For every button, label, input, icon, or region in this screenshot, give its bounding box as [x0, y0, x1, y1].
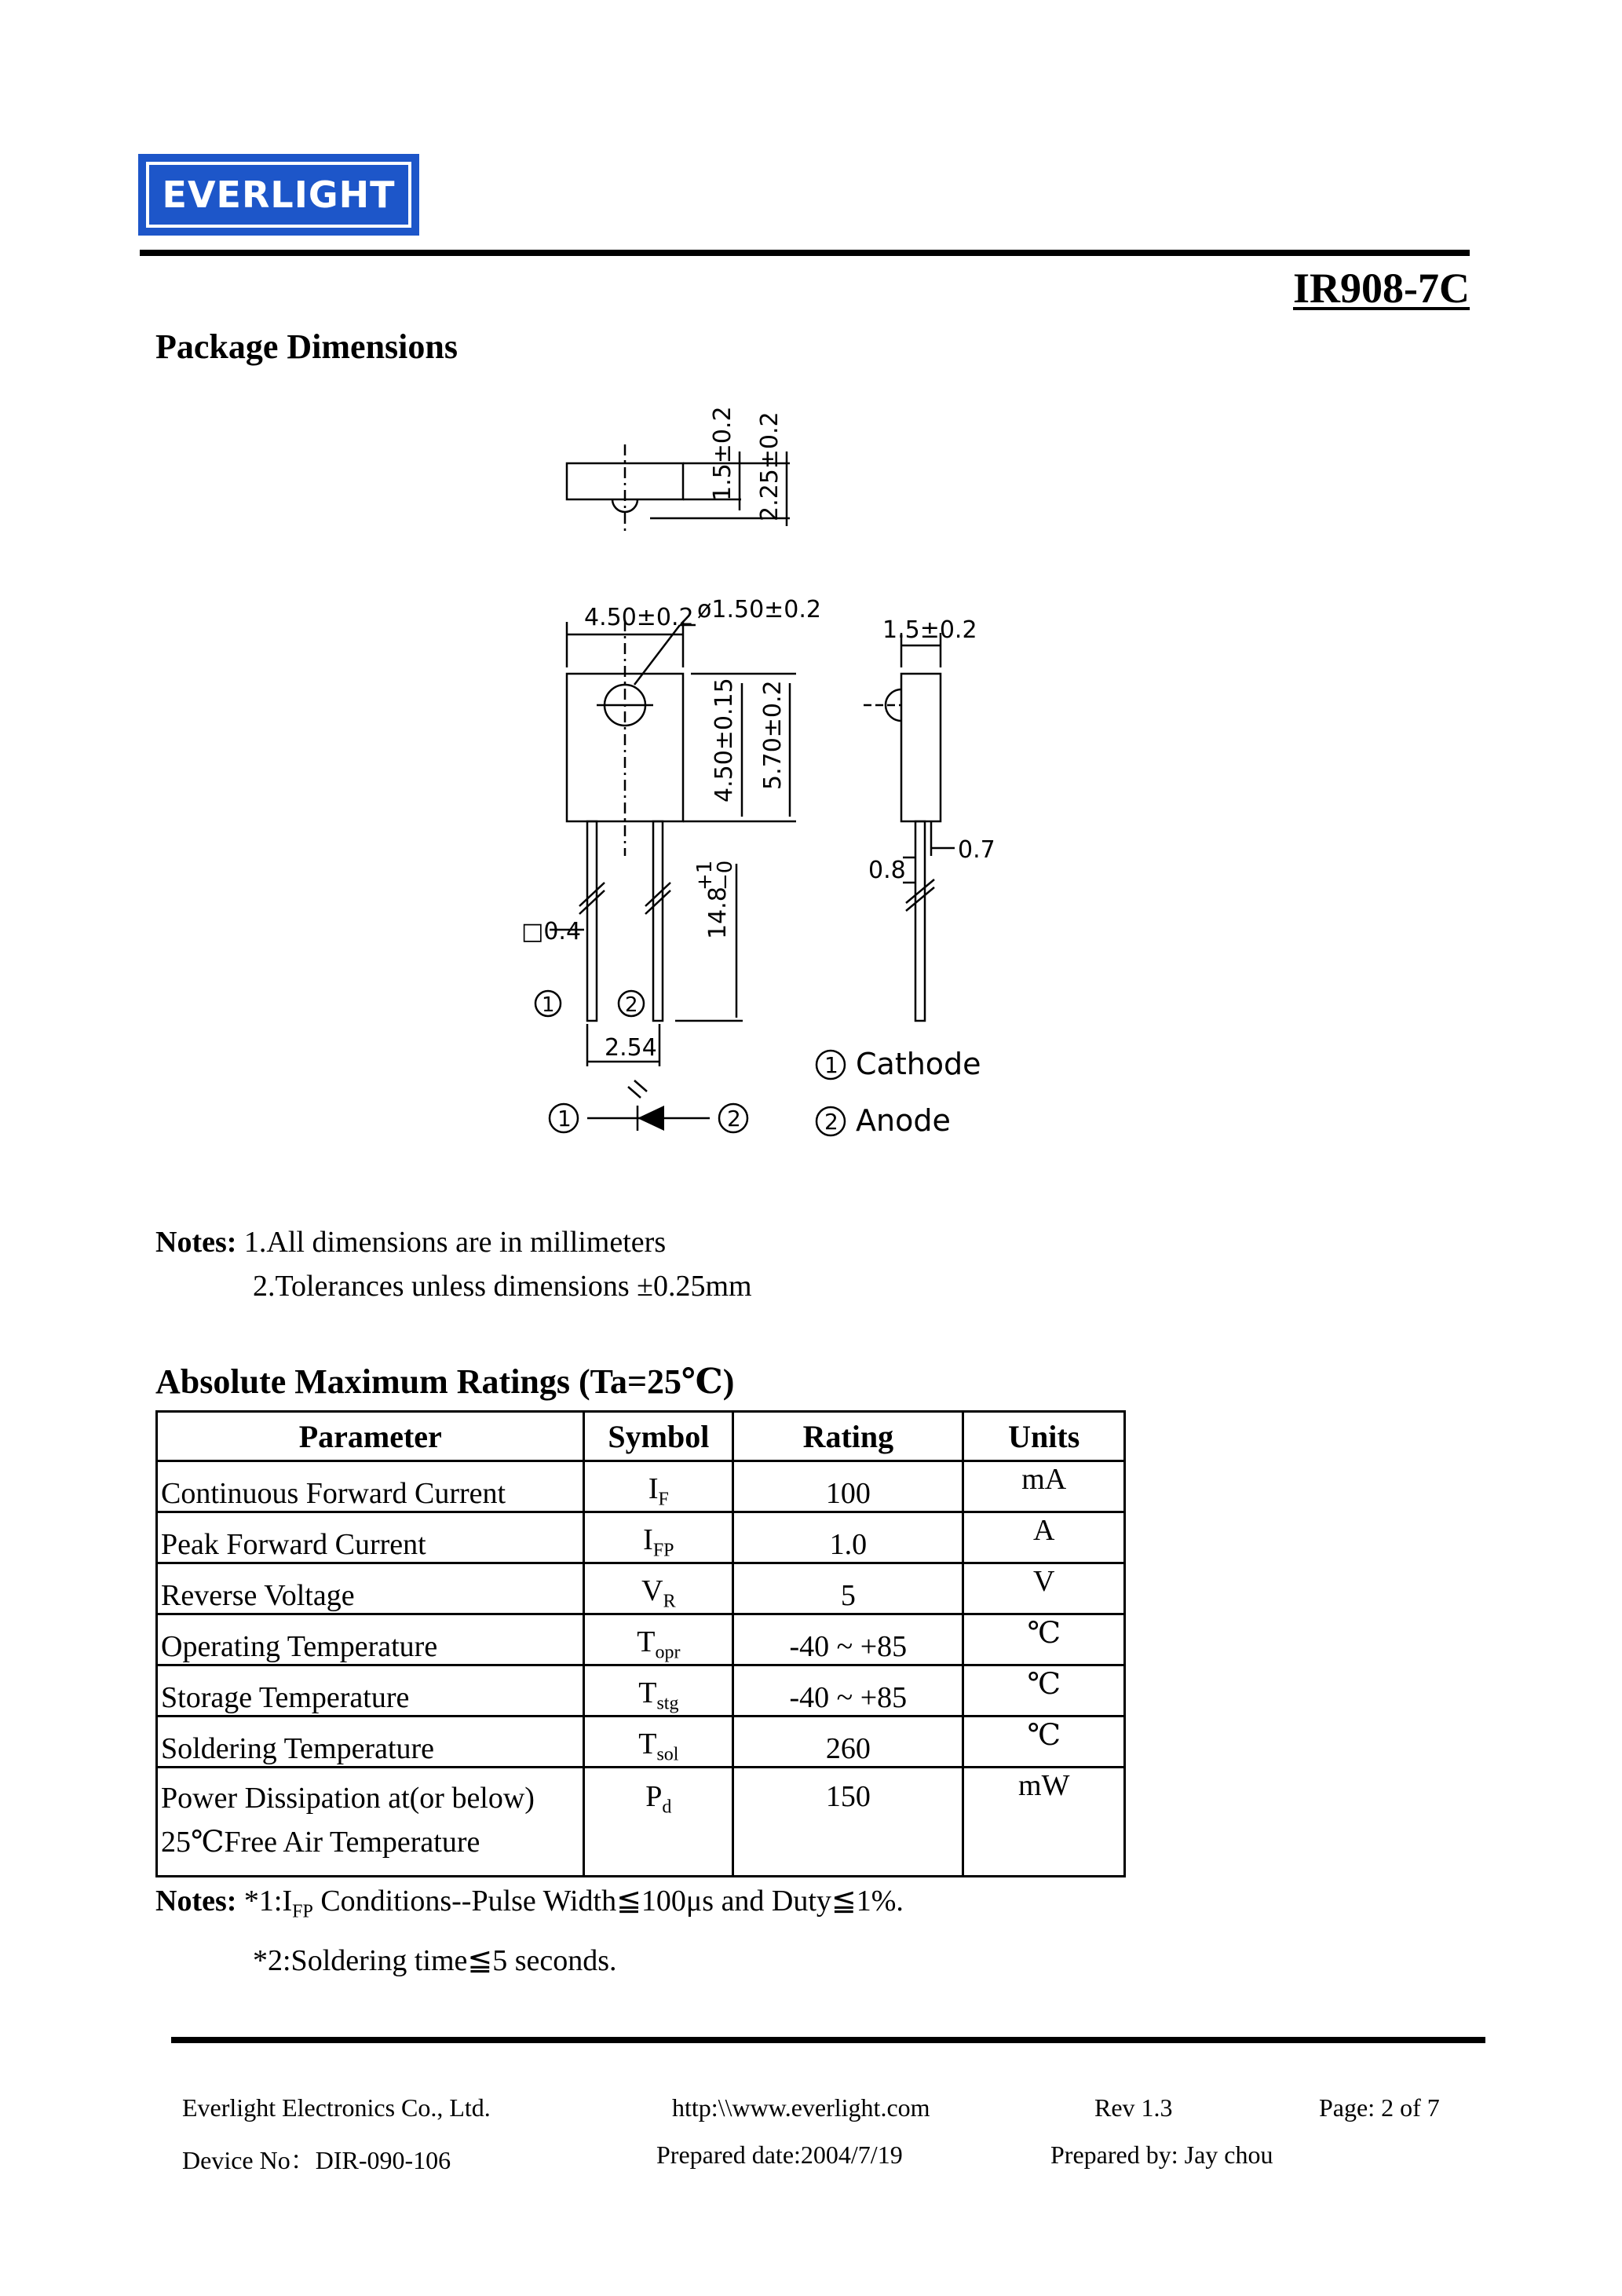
ratings-title: Absolute Maximum Ratings (Ta=25℃) — [155, 1362, 735, 1401]
rating-cell: 1.0 — [733, 1512, 963, 1563]
param-line-1: Power Dissipation at(or below) — [161, 1782, 535, 1815]
symbol-cell: $V_R$ — [584, 1563, 733, 1614]
dim-thickness: 1.5±0.2 — [709, 406, 736, 501]
notes-label: Notes: — [155, 1885, 237, 1918]
footer-url[interactable]: http:\\www.everlight.com — [672, 2093, 930, 2122]
side-lead — [915, 821, 925, 1021]
ratings-table — [155, 1410, 1126, 1877]
legend-pin2-number: 2 — [824, 1109, 838, 1135]
unit-cell: A — [963, 1512, 1125, 1563]
rating-cell: -40 ~ +85 — [733, 1665, 963, 1717]
dim-total-height: 2.25±0.2 — [756, 411, 784, 521]
param-cell: Storage Temperature — [157, 1665, 584, 1717]
lead-2 — [653, 821, 663, 1021]
rating-cell: -40 ~ +85 — [733, 1614, 963, 1665]
dim-body-height: 4.50±0.15 — [711, 678, 738, 803]
footer-prepared-date: Prepared date:2004/7/19 — [656, 2141, 903, 2169]
rating-cell: 100 — [733, 1461, 963, 1512]
dim-full-height: 5.70±0.2 — [759, 680, 787, 790]
table-row — [157, 1563, 1125, 1614]
header-symbol: Symbol — [584, 1412, 733, 1461]
table-row — [157, 1614, 1125, 1665]
symbol-cell: $P_d$ — [584, 1768, 733, 1877]
symbol-cell: $T_{stg}$ — [584, 1665, 733, 1717]
table-row — [157, 1461, 1125, 1512]
unit-cell: V — [963, 1563, 1125, 1614]
symbol-cell: $I_{FP}$ — [584, 1512, 733, 1563]
notes-line-1: Notes: $*1:I_{FP}$ Conditions--Pulse Width≦100μs and Duty≦1%. — [155, 1885, 904, 1922]
notes-label: Notes: — [155, 1226, 237, 1259]
header-rating: Rating — [733, 1412, 963, 1461]
unit-cell: ℃ — [963, 1614, 1125, 1665]
logo-text: EVERLIGHT — [162, 174, 396, 216]
unit-cell: mW — [963, 1768, 1125, 1877]
dim-width: 4.50±0.2 — [584, 604, 694, 631]
notes-line-2: *2:Soldering time≦5 seconds. — [253, 1943, 617, 1977]
legend-anode: Anode — [856, 1103, 951, 1138]
footer-device-no: Device No：DIR-090-106 — [182, 2146, 451, 2174]
rating-cell: 260 — [733, 1717, 963, 1768]
part-number: IR908-7C — [1293, 265, 1470, 312]
dim-lead-length: 14.8 — [704, 887, 732, 939]
header-parameter: Parameter — [157, 1412, 584, 1461]
note-1: 1.All dimensions are in millimeters — [243, 1226, 667, 1259]
footer-company: Everlight Electronics Co., Ltd. — [182, 2093, 491, 2122]
notes-line-1 — [155, 1220, 752, 1264]
pin2-label: 2 — [625, 993, 638, 1017]
dim-lens: ø1.50±0.2 — [697, 596, 821, 623]
table-row — [157, 1512, 1125, 1563]
dimension-notes — [155, 1220, 752, 1308]
dim-lead-08: 0.8 — [868, 857, 906, 884]
diode-triangle — [637, 1106, 664, 1131]
table-row — [157, 1768, 1125, 1877]
unit-cell: ℃ — [963, 1665, 1125, 1717]
param-line-2: 25℃Free Air Temperature — [161, 1826, 480, 1859]
table-header-row — [157, 1412, 1125, 1461]
side-view-body — [901, 674, 941, 821]
package-dimensions-title: Package Dimensions — [155, 327, 458, 366]
legend-cathode: Cathode — [856, 1047, 981, 1081]
table-row — [157, 1717, 1125, 1768]
param-cell: Operating Temperature — [157, 1614, 584, 1665]
param-cell: Soldering Temperature — [157, 1717, 584, 1768]
unit-cell: ℃ — [963, 1717, 1125, 1768]
dim-lead-tol-plus: +1 — [693, 860, 717, 890]
pin1-label: 1 — [542, 993, 555, 1017]
lead-1 — [587, 821, 597, 1021]
param-cell: Peak Forward Current — [157, 1512, 584, 1563]
footer-page: Page: 2 of 7 — [1319, 2093, 1440, 2122]
ratings-notes — [155, 1877, 904, 1985]
dim-lead-07: 0.7 — [958, 836, 995, 864]
symbol-cell: $T_{opr}$ — [584, 1614, 733, 1665]
table-row — [157, 1665, 1125, 1717]
legend-pin1-number: 1 — [824, 1052, 838, 1078]
param-cell: Reverse Voltage — [157, 1563, 584, 1614]
footer-rule — [171, 2037, 1485, 2043]
param-cell — [157, 1768, 584, 1877]
dim-lead-tol-minus: −0 — [714, 860, 737, 890]
dim-pitch: 2.54 — [605, 1034, 657, 1062]
dim-side-width: 1.5±0.2 — [882, 616, 977, 644]
param-cell: Continuous Forward Current — [157, 1461, 584, 1512]
footer-rev: Rev 1.3 — [1094, 2093, 1173, 2122]
symbol-cell: $T_{sol}$ — [584, 1717, 733, 1768]
note-2: 2.Tolerances unless dimensions ±0.25mm — [253, 1270, 752, 1303]
symbol-pin1-number: 1 — [557, 1106, 572, 1132]
unit-cell: mA — [963, 1461, 1125, 1512]
dim-lead-square: □0.4 — [521, 918, 582, 945]
footer-prepared-by: Prepared by: Jay chou — [1050, 2141, 1273, 2169]
symbol-pin2-number: 2 — [727, 1106, 741, 1132]
header-units: Units — [963, 1412, 1125, 1461]
symbol-cell: $I_F$ — [584, 1461, 733, 1512]
rating-cell: 5 — [733, 1563, 963, 1614]
rating-cell: 150 — [733, 1768, 963, 1877]
